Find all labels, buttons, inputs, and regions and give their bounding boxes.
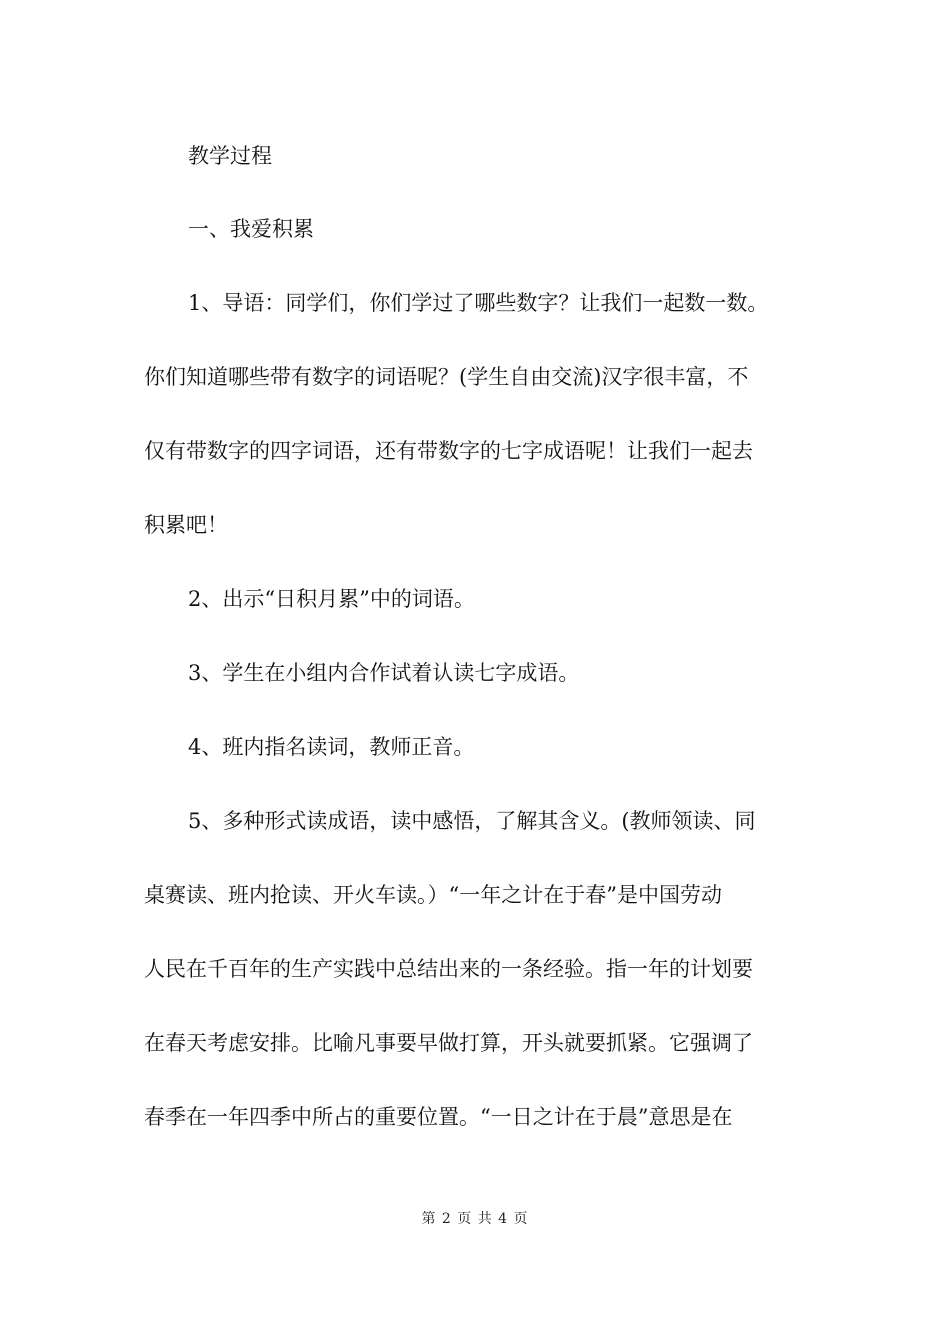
paragraph-line: 仅有带数字的四字词语，还有带数字的七字成语呢！让我们一起去 [144,439,753,463]
paragraph-line: 桌赛读、班内抢读、开火车读。）“一年之计在于春”是中国劳动 [144,883,722,907]
paragraph-line: 人民在千百年的生产实践中总结出来的一条经验。指一年的计划要 [144,957,753,981]
paragraph-line: 在春天考虑安排。比喻凡事要早做打算，开头就要抓紧。它强调了 [144,1031,753,1055]
section-heading: 教学过程 [188,144,272,168]
paragraph-line: 4、班内指名读词，教师正音。 [188,735,475,759]
paragraph-line: 3、学生在小组内合作试着认读七字成语。 [188,661,580,685]
paragraph-line: 你们知道哪些带有数字的词语呢？(学生自由交流)汉字很丰富，不 [144,365,749,389]
paragraph-line: 积累吧！ [144,513,228,537]
paragraph-line: 2、出示“日积月累”中的词语。 [188,587,475,611]
page-footer: 第 2 页 共 4 页 [421,1211,529,1227]
paragraph-line: 1、导语：同学们，你们学过了哪些数字？让我们一起数一数。 [188,291,769,315]
subsection-heading: 一、我爱积累 [188,217,314,241]
paragraph-line: 5、多种形式读成语，读中感悟，了解其含义。(教师领读、同 [188,809,756,833]
paragraph-line: 春季在一年四季中所占的重要位置。“一日之计在于晨”意思是在 [144,1105,733,1129]
